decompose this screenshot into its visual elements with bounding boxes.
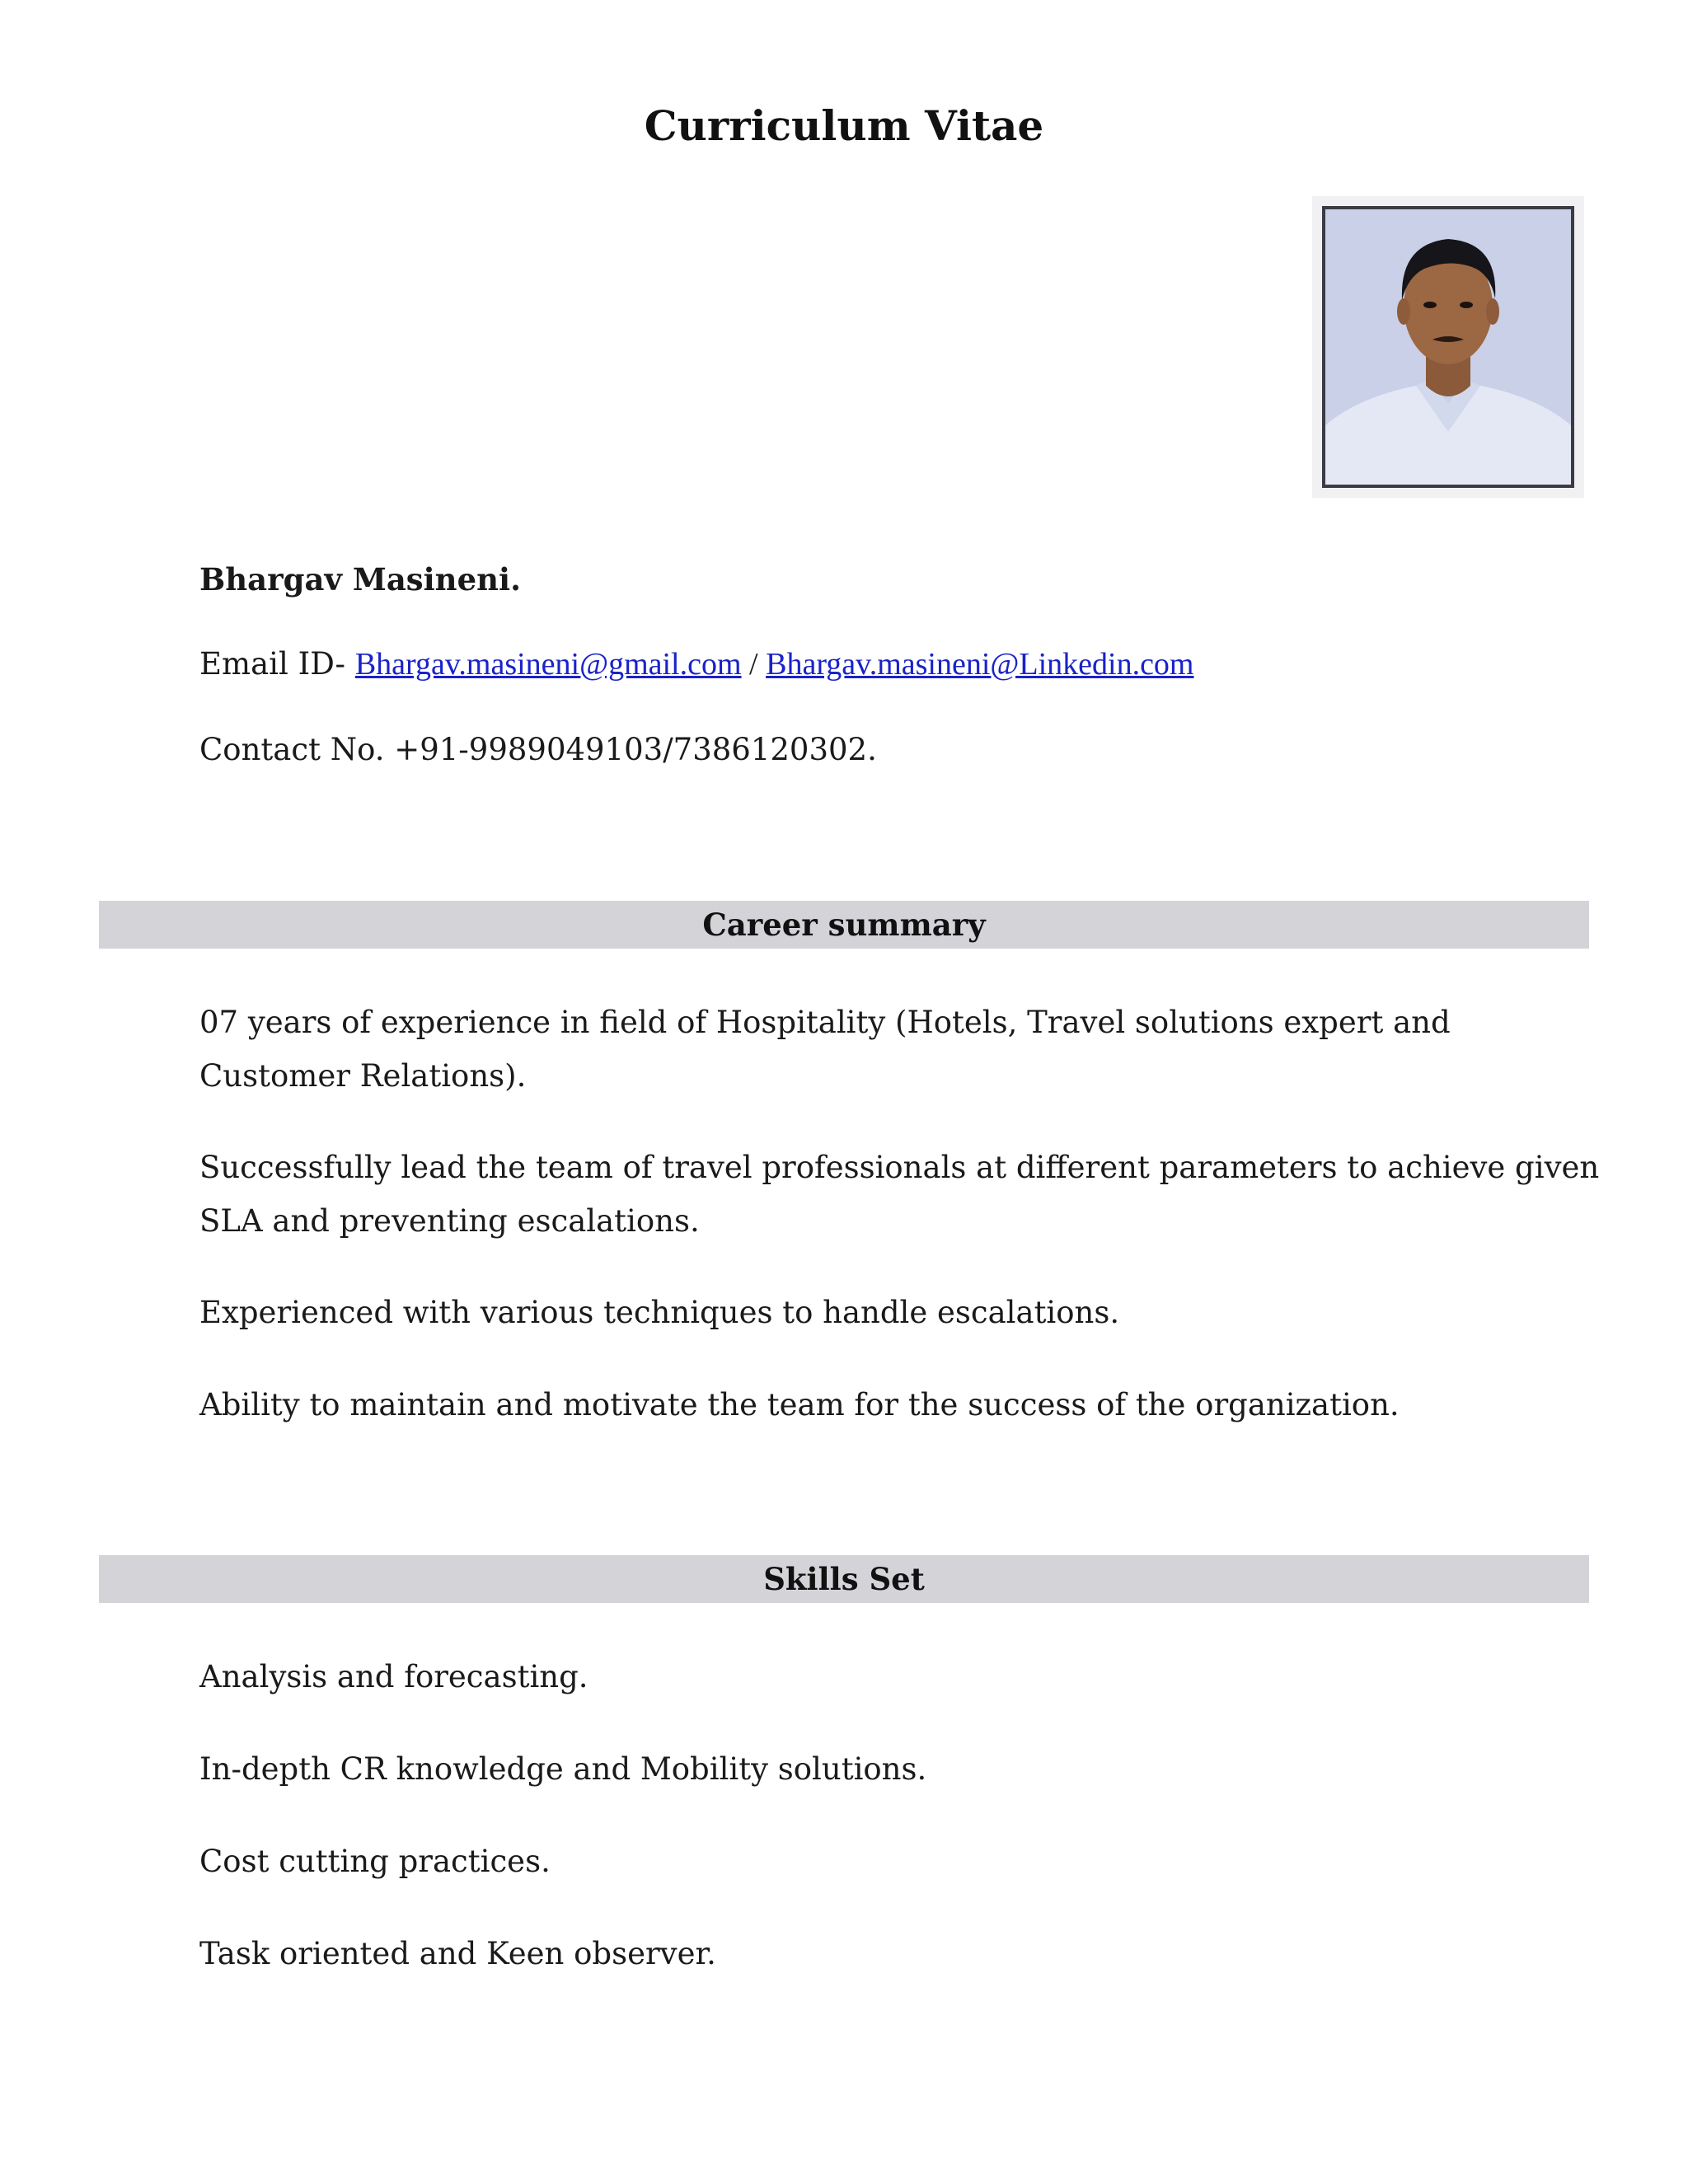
email-separator: /: [741, 647, 767, 682]
skill-item: In-depth CR knowledge and Mobility solutions.: [199, 1751, 927, 1787]
person-portrait-icon: [1325, 209, 1571, 485]
career-summary-item: 07 years of experience in field of Hospitality (Hotels, Travel solutions expert and Customer Relations).: [199, 1005, 1451, 1094]
email-label: Email ID-: [199, 646, 355, 682]
profile-photo: [1312, 196, 1584, 498]
career-summary-item: Successfully lead the team of travel professionals at different parameters to achieve given SLA and preventing escalations.: [199, 1150, 1600, 1239]
profile-photo-image: [1322, 206, 1574, 488]
skill-item: Analysis and forecasting.: [199, 1659, 588, 1694]
career-summary-item: Experienced with various techniques to handle escalations.: [199, 1295, 1120, 1330]
email-link-linkedin[interactable]: Bhargav.masineni@Linkedin.com: [766, 647, 1194, 682]
section-header-skills-set: Skills Set: [99, 1555, 1589, 1603]
email-link-gmail[interactable]: Bhargav.masineni@gmail.com: [354, 647, 742, 682]
contact-number: Contact No. +91-9989049103/7386120302.: [199, 732, 877, 767]
career-summary-item: Ability to maintain and motivate the team for the success of the organization.: [199, 1387, 1400, 1422]
skill-item: Cost cutting practices.: [199, 1844, 551, 1879]
page-title: Curriculum Vitae: [644, 101, 1044, 150]
section-header-career-summary: Career summary: [99, 901, 1589, 949]
skill-item: Task oriented and Keen observer.: [199, 1936, 716, 1971]
email-line: [199, 644, 1194, 685]
candidate-name: Bhargav Masineni.: [199, 561, 521, 598]
